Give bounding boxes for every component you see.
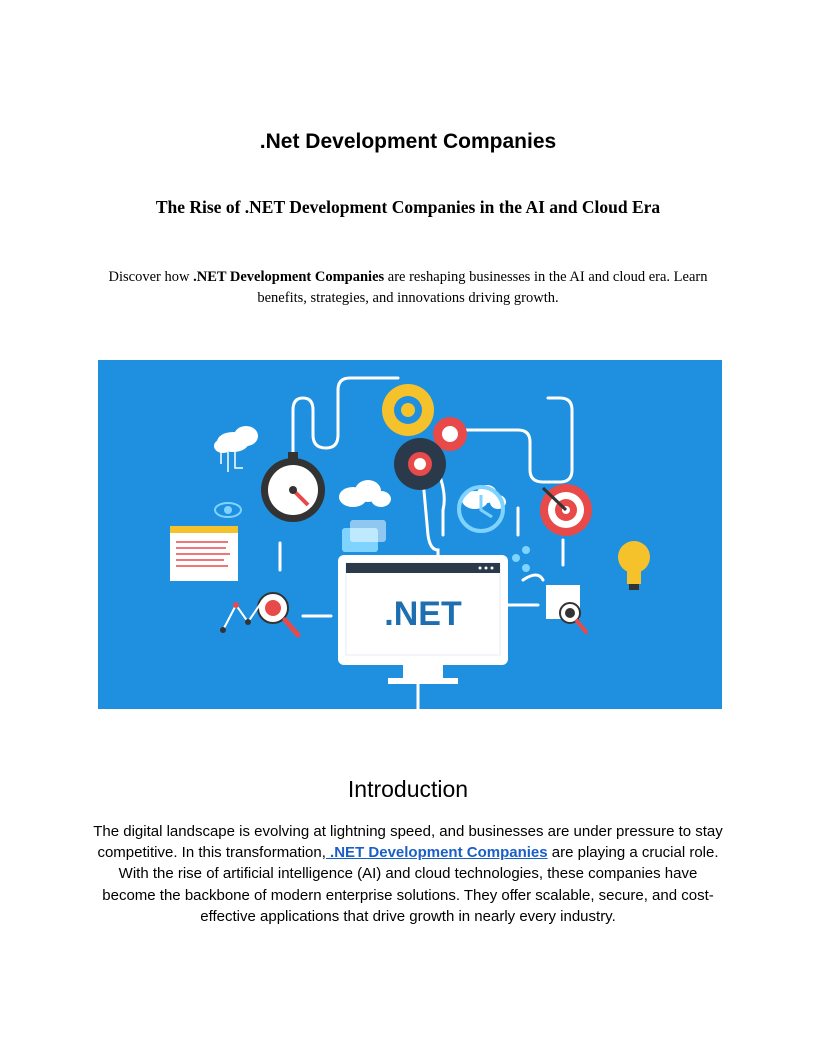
monitor-net-label: .NET [384, 595, 462, 633]
document-title: .Net Development Companies [259, 130, 557, 153]
introduction-heading: Introduction [347, 776, 469, 802]
introduction-text-start: The digital landscape is evolving at lightning speed, and businesses are under pressure to stay competitive. In this transformation, [93, 823, 723, 862]
description-text-end: are reshaping businesses in the AI and cloud era. Learn benefits, strategies, and innovations driving growth. [257, 269, 708, 306]
description-bold-text: .NET Development Companies [193, 269, 385, 285]
description-text-start: Discover how [108, 269, 194, 285]
introduction-text-end: are playing a crucial role. With the rise of artificial intelligence (AI) and cloud technologies, these companies have become the backbone of modern enterprise solutions. They offer scalable, secure, and cost-effective applications that drive growth in nearly every industry. [102, 844, 719, 925]
document-subtitle: The Rise of .NET Development Companies in the AI and Cloud Era [155, 197, 661, 217]
introduction-paragraph [92, 821, 724, 927]
hero-illustration [98, 360, 722, 709]
document-description [90, 267, 726, 309]
net-development-companies-link[interactable]: .NET Development Companies [325, 844, 548, 862]
